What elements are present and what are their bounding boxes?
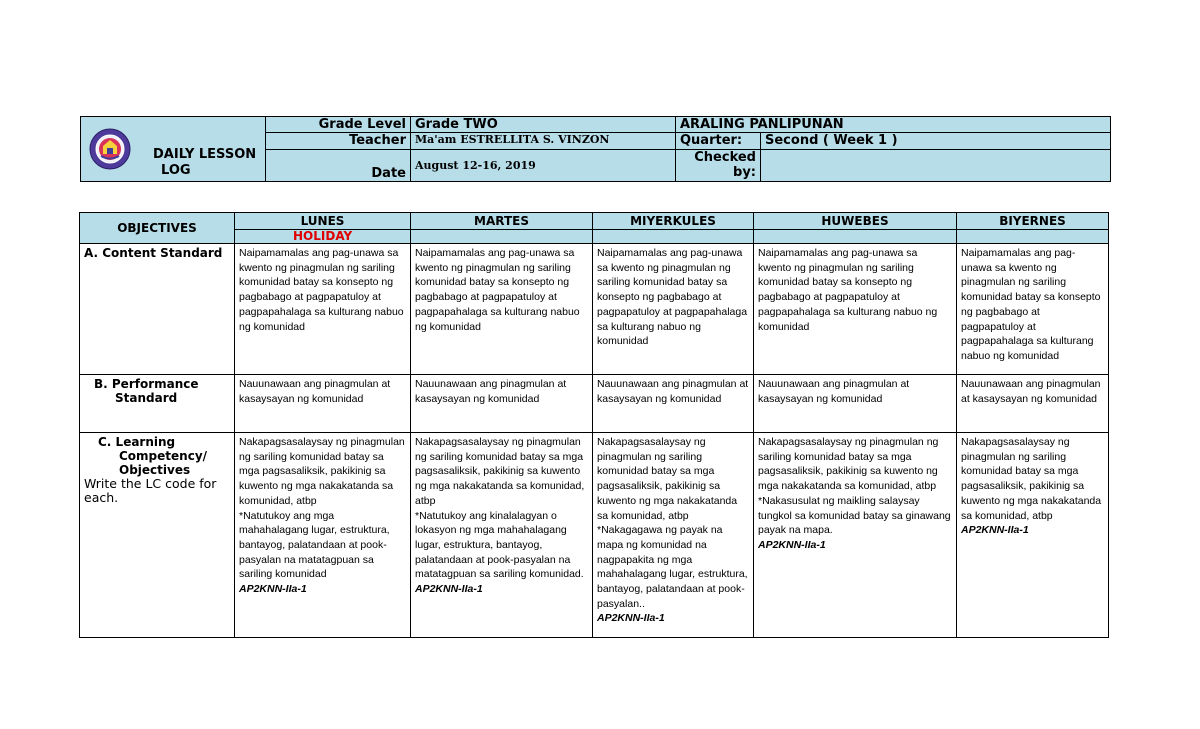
date-label: Date — [266, 149, 411, 182]
learning-competency-cell — [411, 433, 593, 638]
subhead-huwebes — [754, 230, 957, 244]
lc-code-note: Write the LC code for each. — [84, 476, 217, 505]
lc-code: AP2KNN-IIa-1 — [597, 612, 665, 625]
day-header-martes: MARTES — [411, 213, 593, 230]
lc-text-2: *Natutukoy ang kinalalagyan o lokasyon ng mga mahahalagang lugar, estruktura, bantayog, palatandaan at pook-pasyalan na matatagpuan sa sariling komunidad. — [415, 509, 584, 581]
content-standard-cell: Naipamamalas ang pag-unawa sa kwento ng pinagmulan ng sariling komunidad batay sa konsepto ng pagbabago at pagpapatuloy at pagpapahalaga sa kulturang nabuo ng komunidad — [411, 244, 593, 375]
lc-text-2: *Nakagagawa ng payak na mapa ng komunidad na nagpapakita ng mga mahahalagang lugar, estruktura, bantayog, palatandaan at pook-pasyalan.. — [597, 524, 748, 610]
performance-label-line1: B. Performance — [94, 377, 199, 391]
quarter-label: Quarter: — [676, 133, 761, 149]
learning-competency-label — [80, 433, 235, 638]
day-header-biyernes: BIYERNES — [957, 213, 1109, 230]
lc-text-2: *Natutukoy ang mga mahahalagang lugar, estruktura, bantayog, palatandaan at pook-pasyalan na matatagpuan sa sariling komunidad — [239, 509, 390, 581]
objectives-header: OBJECTIVES — [80, 213, 235, 244]
quarter-value: Second ( Week 1 ) — [761, 133, 1111, 149]
objectives-table — [79, 212, 1109, 638]
performance-standard-row — [80, 375, 1109, 433]
grade-level-label: Grade Level — [266, 117, 411, 133]
lc-text-2: *Nakasusulat ng maikling salaysay tungkol sa komunidad batay sa ginawang payak na mapa. — [758, 494, 951, 537]
lc-text: Nakapagsasalaysay ng pinagmulan ng sariling komunidad batay sa mga pagsasaliksik, pakikinig sa kuwento ng mga nakakatanda sa komunidad, atbp — [597, 436, 738, 522]
performance-standard-cell: Nauunawaan ang pinagmulan at kasaysayan ng komunidad — [754, 375, 957, 433]
learning-competency-cell — [593, 433, 754, 638]
day-header-huwebes: HUWEBES — [754, 213, 957, 230]
logo-title-cell — [81, 117, 266, 182]
performance-standard-cell: Nauunawaan ang pinagmulan at kasaysayan ng komunidad — [957, 375, 1109, 433]
day-header-miyerkules: MIYERKULES — [593, 213, 754, 230]
lc-text: Nakapagsasalaysay ng pinagmulan ng sariling komunidad batay sa mga pagsasaliksik, pakikinig sa kuwento ng mga nakakatanda sa komunidad, atbp — [758, 436, 939, 493]
deped-seal-icon — [89, 128, 131, 170]
dll-title-line2: LOG — [161, 163, 191, 178]
lc-text: Nakapagsasalaysay ng pinagmulan ng sariling komunidad batay sa mga pagsasaliksik, pakikinig sa kuwento ng mga nakakatanda sa komunidad, atbp — [415, 436, 585, 507]
subhead-martes — [411, 230, 593, 244]
content-standard-label: A. Content Standard — [80, 244, 235, 375]
checked-label-line1: Checked — [694, 149, 756, 165]
performance-label-line2: Standard — [115, 391, 178, 405]
lc-code: AP2KNN-IIa-1 — [758, 538, 826, 551]
day-header-lunes: LUNES — [235, 213, 411, 230]
learning-competency-cell — [957, 433, 1109, 638]
performance-standard-label — [80, 375, 235, 433]
content-standard-cell: Naipamamalas ang pag-unawa sa kwento ng pinagmulan ng sariling komunidad batay sa konsepto ng pagbabago at pagpapatuloy at pagpapahalaga sa kulturang nabuo ng komunidad — [754, 244, 957, 375]
lc-label-line3: Objectives — [119, 463, 191, 477]
performance-standard-cell: Nauunawaan ang pinagmulan at kasaysayan ng komunidad — [593, 375, 754, 433]
checked-by-value — [761, 149, 1111, 182]
content-standard-cell: Naipamamalas ang pag-unawa sa kwento ng pinagmulan ng sariling komunidad batay sa konsepto ng pagbabago at pagpapatuloy at pagpapahalaga sa kulturang nabuo ng komunidad — [593, 244, 754, 375]
lc-label-line1: C. Learning — [98, 435, 176, 449]
content-standard-cell: Naipamamalas ang pag-unawa sa kwento ng pinagmulan ng sariling komunidad batay sa konsepto ng pagbabago at pagpapatuloy at pagpapahalaga sa kulturang nabuo ng komunidad — [957, 244, 1109, 375]
dll-title-line1: DAILY LESSON — [153, 147, 257, 162]
grade-level-value: Grade TWO — [411, 117, 676, 133]
lc-text: Nakapagsasalaysay ng pinagmulan ng sariling komunidad batay sa mga pagsasaliksik, pakikinig sa kuwento ng mga nakakatanda sa komunidad, atbp — [961, 436, 1102, 522]
subject-value: ARALING PANLIPUNAN — [676, 117, 1111, 133]
learning-competency-row — [80, 433, 1109, 638]
teacher-value: Ma'am ESTRELLITA S. VINZON — [411, 133, 676, 149]
performance-standard-cell: Nauunawaan ang pinagmulan at kasaysayan ng komunidad — [235, 375, 411, 433]
lc-text: Nakapagsasalaysay ng pinagmulan ng sariling komunidad batay sa mga pagsasaliksik, pakikinig sa kuwento ng mga nakakatanda sa komunidad, atbp — [239, 436, 405, 507]
content-standard-cell: Naipamamalas ang pag-unawa sa kwento ng pinagmulan ng sariling komunidad batay sa konsepto ng pagbabago at pagpapatuloy at pagpapahalaga sa kulturang nabuo ng komunidad — [235, 244, 411, 375]
lc-label-line2: Competency/ — [119, 449, 208, 463]
header-table — [80, 116, 1111, 182]
content-standard-row — [80, 244, 1109, 375]
checked-by-label — [676, 149, 761, 182]
learning-competency-cell — [235, 433, 411, 638]
subhead-biyernes — [957, 230, 1109, 244]
holiday-note: HOLIDAY — [235, 230, 411, 244]
checked-label-line2: by: — [733, 164, 756, 180]
lc-code: AP2KNN-IIa-1 — [239, 583, 307, 596]
subhead-miyerkules — [593, 230, 754, 244]
learning-competency-cell — [754, 433, 957, 638]
performance-standard-cell: Nauunawaan ang pinagmulan at kasaysayan ng komunidad — [411, 375, 593, 433]
lc-code: AP2KNN-IIa-1 — [961, 524, 1029, 537]
teacher-label: Teacher — [266, 133, 411, 149]
date-value: August 12-16, 2019 — [411, 149, 676, 182]
lc-code: AP2KNN-IIa-1 — [415, 583, 483, 596]
dll-title — [153, 147, 256, 179]
